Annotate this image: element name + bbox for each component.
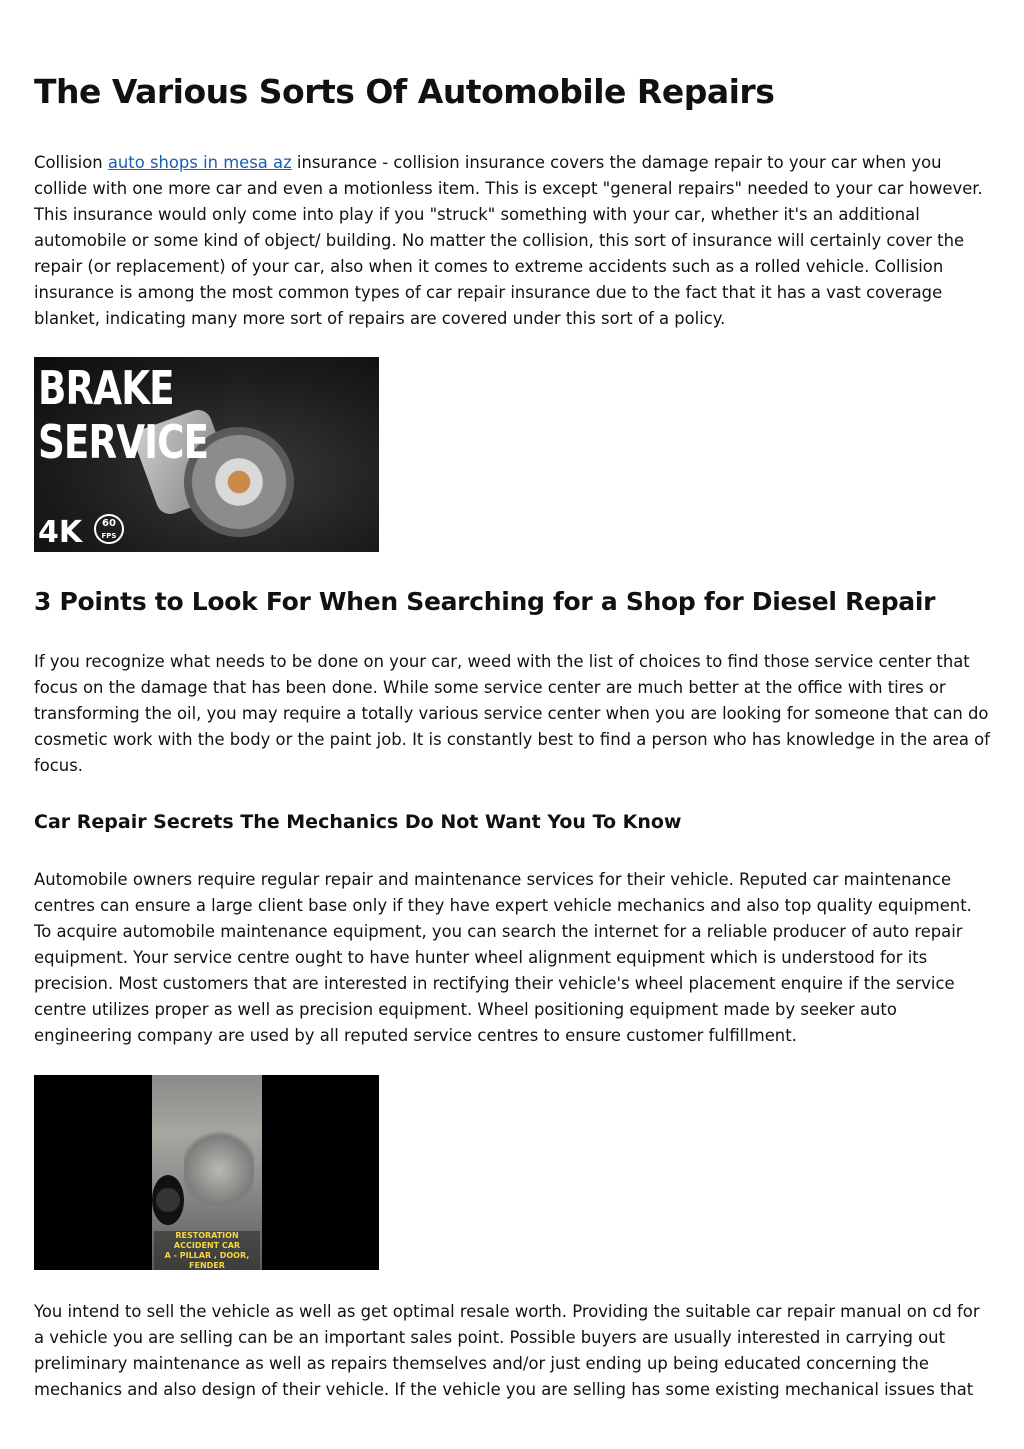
car-dent-graphic [184, 1125, 254, 1215]
car-image-caption [154, 1231, 260, 1270]
car-caption-line1: RESTORATION ACCIDENT CAR [173, 1231, 241, 1250]
page-title: The Various Sorts Of Automobile Repairs [34, 72, 775, 111]
fps-badge-value: 60 [102, 518, 116, 529]
paragraph-secrets: Automobile owners require regular repair and maintenance services for their vehicle. Reputed car maintenance centres can ensure a large client base only if they have expert vehicle mechanics and also top quality equipment. To acquire automobile maintenance equipment, you can search the internet for a reliable producer of auto repair equipment. Your service centre ought to have hunter wheel alignment equipment which is understood for its precision. Most customers that are interested in rectifying their vehicle's wheel placement enquire if the service centre utilizes proper as well as precision equipment. Wheel positioning equipment made by seeker auto engineering company are used by all reputed service centres to ensure customer fulfillment. [34, 870, 972, 1045]
4k-badge: 4K [38, 515, 83, 550]
restoration-car-image [34, 1075, 379, 1270]
section-heading-diesel: 3 Points to Look For When Searching for a Shop for Diesel Repair [34, 587, 936, 616]
section-heading-secrets: Car Repair Secrets The Mechanics Do Not Want You To Know [34, 811, 682, 833]
car-wheel-graphic [152, 1175, 184, 1225]
brake-service-image [34, 357, 379, 552]
paragraph-diesel: If you recognize what needs to be done on your car, weed with the list of choices to find those service center that focus on the damage that has been done. While some service center are much better at the office with tires or transforming the oil, you may require a totally various service center when you are looking for someone that can do cosmetic work with the body or the paint job. It is constantly best to find a person who has knowledge in the area of focus. [34, 652, 990, 775]
fps-badge-label: FPS [101, 532, 117, 540]
paragraph-text-after-link: insurance - collision insurance covers the damage repair to your car when you collide with one more car and even a motionless item. This is except "general repairs" needed to your car however. This insurance would only come into play if you "struck" something with your car, whether it's an additional automobile or some kind of object/ building. No matter the collision, this sort of insurance will certainly cover the repair (or replacement) of your car, also when it comes to extreme accidents such as a rolled vehicle. Collision insurance is among the most common types of car repair insurance due to the fact that it has a vast coverage blanket, indicating many more sort of repairs are covered under this sort of a policy. [34, 153, 983, 328]
auto-shops-link[interactable]: auto shops in mesa az [107, 153, 292, 172]
paragraph-resale: You intend to sell the vehicle as well as get optimal resale worth. Providing the suitable car repair manual on cd for a vehicle you are selling can be an important sales point. Possible buyers are usually interested in carrying out preliminary maintenance as well as repairs themselves and/or just ending up being educated concerning the mechanics and also design of their vehicle. If the vehicle you are selling has some existing mechanical issues that [34, 1302, 980, 1399]
paragraph-text-before-link: Collision [34, 153, 108, 172]
car-caption-line2: A - PILLAR , DOOR, FENDER [164, 1251, 250, 1270]
paragraph-collision [34, 150, 994, 332]
brake-image-title: BRAKE SERVICE [38, 361, 209, 469]
fps-badge [94, 514, 124, 544]
